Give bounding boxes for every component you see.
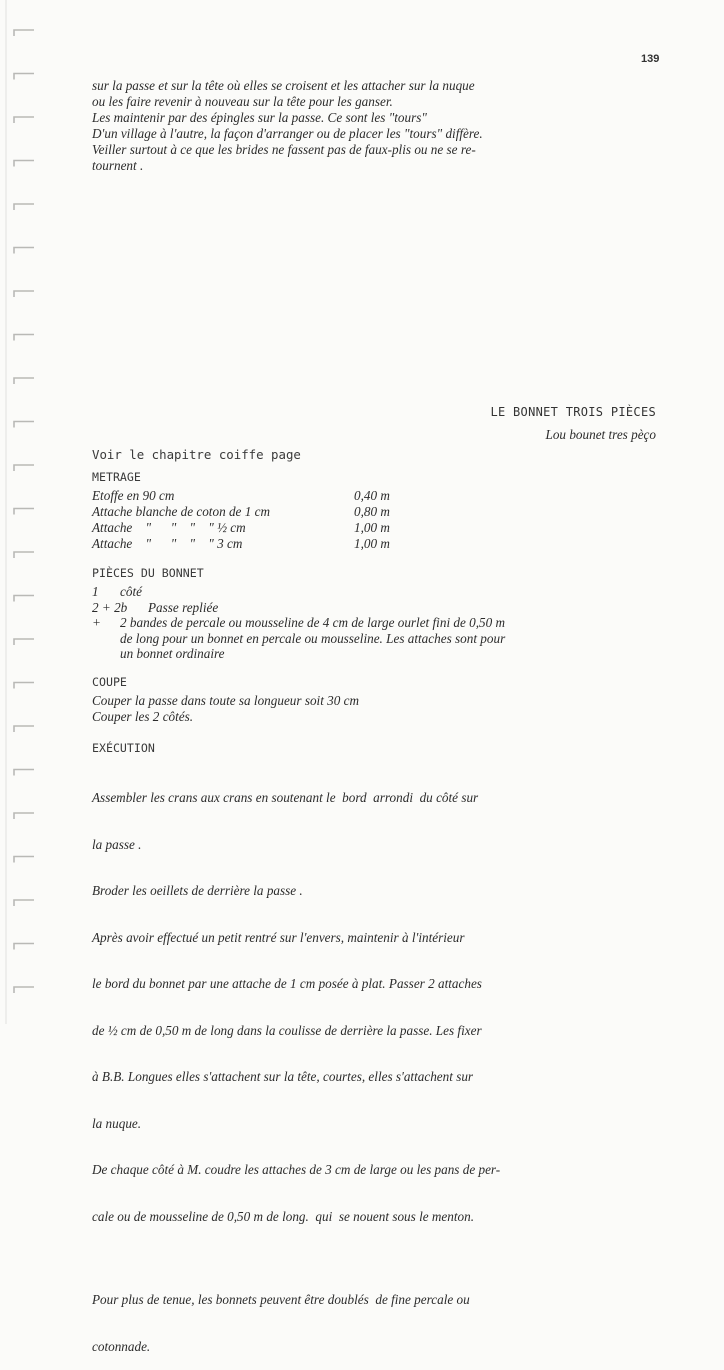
text-line: D'un village à l'autre, la façon d'arranger ou de placer les "tours" diffère. — [92, 126, 483, 141]
item-mark: 2 + 2b — [92, 599, 128, 615]
metrage-item: Attache blanche de coton de 1 cm — [92, 504, 270, 519]
metrage-item: Attache " " " " ½ cm — [92, 520, 246, 535]
metrage-qty: 0,80 m — [354, 504, 390, 519]
metrage-row — [92, 504, 390, 520]
text-line: Les maintenir par des épingles sur la passe. Ce sont les "tours" — [92, 110, 427, 125]
item-mark: + — [92, 615, 101, 630]
binding-hole — [14, 552, 34, 558]
metrage-qty: 1,00 m — [354, 536, 390, 551]
binding-hole — [14, 204, 34, 210]
binding-hole — [14, 987, 34, 993]
binding-hole — [14, 900, 34, 906]
list-item — [92, 615, 505, 662]
metrage-qty: 1,00 m — [354, 520, 390, 535]
binding-hole — [14, 639, 34, 645]
text-line: sur la passe et sur la tête où elles se croisent et les attacher sur la nuque — [92, 78, 475, 93]
binding-hole — [14, 422, 34, 428]
text-line: Après avoir effectué un petit rentré sur l'envers, maintenir à l'intérieur — [92, 929, 465, 945]
text-line: à B.B. Longues elles s'attachent sur la tête, courtes, elles s'attachent sur — [92, 1069, 474, 1084]
item-text — [120, 615, 505, 662]
text-line: Broder les oeillets de derrière la passe . — [92, 883, 303, 898]
text-line: ou les faire revenir à nouveau sur la tête pour les ganser. — [92, 94, 393, 109]
text-line: 2 bandes de percale ou mousseline de 4 cm de large ourlet fini de 0,50 m — [120, 615, 506, 630]
text-line: cotonnade. — [92, 1338, 151, 1354]
text-line: de ½ cm de 0,50 m de long dans la coulisse de derrière la passe. Les fixer — [92, 1022, 482, 1038]
text-line: cale ou de mousseline de 0,50 m de long. qui se nouent sous le menton. — [92, 1208, 475, 1224]
coupe-heading: COUPE — [92, 675, 127, 689]
binding-hole — [14, 509, 34, 515]
metrage-qty: 0,40 m — [354, 488, 390, 503]
binding-hole — [14, 465, 34, 471]
metrage-table — [92, 488, 390, 552]
pieces-heading: PIÈCES DU BONNET — [92, 566, 204, 580]
list-item — [92, 600, 505, 616]
binding-hole — [14, 596, 34, 602]
binding-hole — [14, 291, 34, 297]
text-line: Couper les 2 côtés. — [92, 708, 194, 724]
text-line: la nuque. — [92, 1115, 142, 1131]
pieces-list — [92, 584, 505, 662]
section-title-text: LE BONNET TROIS PIÈCES — [490, 405, 656, 419]
page-number: 139 — [641, 53, 660, 65]
binding-hole — [14, 248, 34, 254]
text-line: Assembler les crans aux crans en soutenant le bord arrondi du côté sur — [92, 790, 479, 805]
binding-holes — [0, 0, 42, 1024]
item-text: côté — [120, 584, 142, 599]
text-line: la passe . — [92, 836, 142, 852]
execution-text — [92, 759, 500, 1370]
binding-hole — [14, 335, 34, 341]
metrage-item: Attache " " " " 3 cm — [92, 536, 243, 551]
item-mark: 1 — [92, 584, 99, 599]
coupe-text — [92, 693, 359, 724]
binding-hole — [14, 813, 34, 819]
text-line: le bord du bonnet par une attache de 1 cm posée à plat. Passer 2 attaches — [92, 976, 482, 991]
text-line: Pour plus de tenue, les bonnets peuvent être doublés de fine percale ou — [92, 1292, 470, 1307]
section-title — [490, 405, 656, 443]
binding-hole — [14, 683, 34, 689]
binding-hole — [14, 74, 34, 80]
execution-heading: EXÉCUTION — [92, 741, 155, 755]
metrage-row — [92, 536, 390, 552]
text-line: tournent . — [92, 158, 144, 173]
metrage-row — [92, 520, 390, 536]
binding-hole — [14, 944, 34, 950]
metrage-row — [92, 488, 390, 504]
binding-hole — [14, 117, 34, 123]
text-line: De chaque côté à M. coudre les attaches de 3 cm de large ou les pans de per- — [92, 1162, 501, 1177]
text-line: un bonnet ordinaire — [120, 646, 225, 661]
text-line: Veiller surtout à ce que les brides ne fassent pas de faux-plis ou ne se re- — [92, 142, 476, 157]
binding-hole — [14, 30, 34, 36]
text-line: de long pour un bonnet en percale ou mousseline. Les attaches sont pour — [120, 630, 506, 646]
intro-paragraph — [92, 78, 483, 174]
binding-hole — [14, 857, 34, 863]
section-subtitle: Lou bounet tres pèço — [545, 427, 656, 442]
binding-hole — [14, 726, 34, 732]
text-line: Couper la passe dans toute sa longueur soit 30 cm — [92, 693, 360, 708]
metrage-heading: METRAGE — [92, 470, 141, 484]
see-chapter-note: Voir le chapitre coiffe page — [92, 447, 301, 462]
list-item — [92, 584, 505, 600]
metrage-item: Etoffe en 90 cm — [92, 488, 175, 503]
binding-hole — [14, 161, 34, 167]
binding-hole — [14, 378, 34, 384]
item-text: Passe repliée — [148, 599, 219, 615]
binding-hole — [14, 770, 34, 776]
